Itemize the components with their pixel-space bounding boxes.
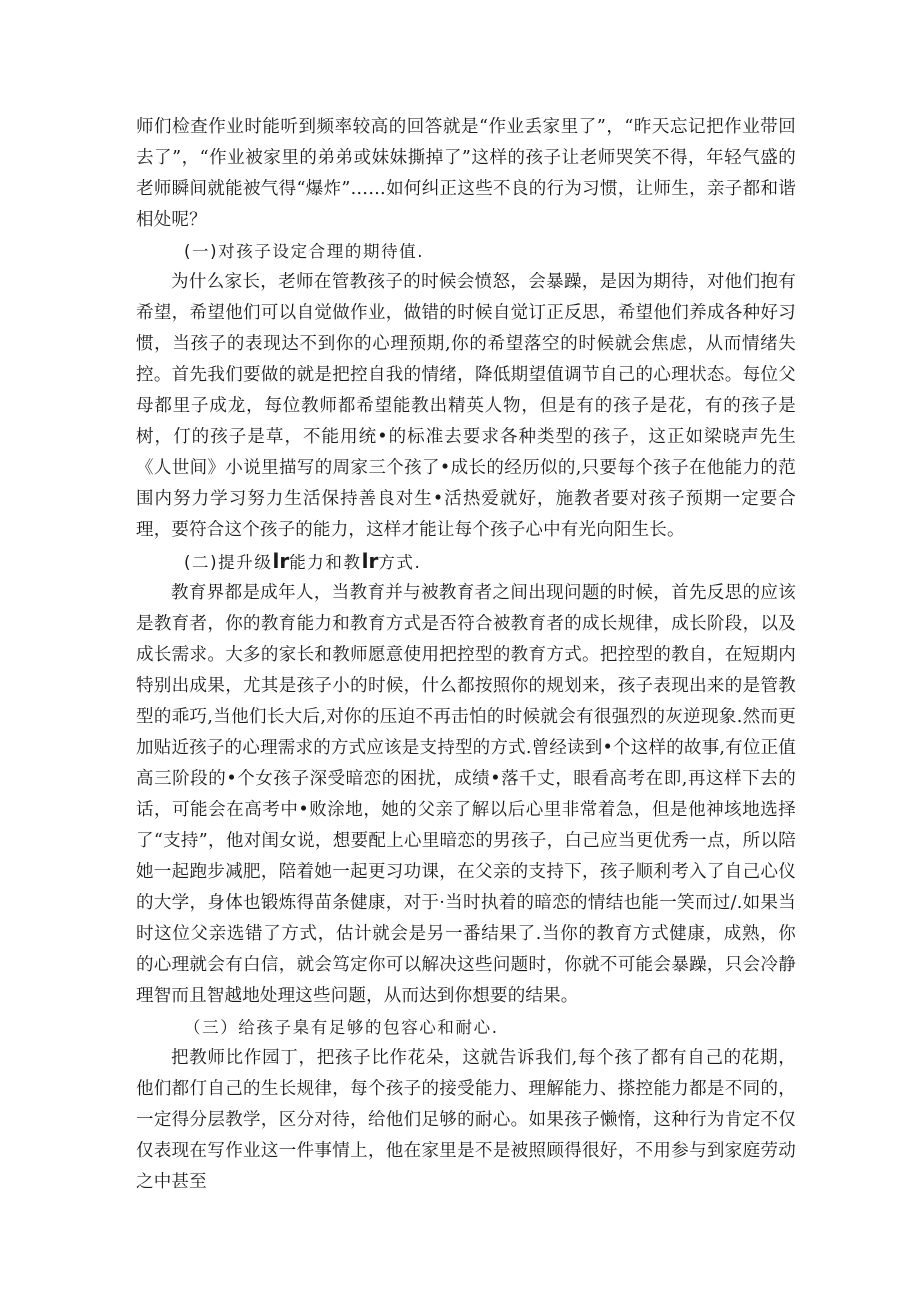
section-heading-2 (136, 546, 796, 578)
heading-2-part: (二)提升级 (184, 553, 273, 572)
heading-2-part: 能力和教 (289, 553, 362, 572)
document-page (136, 112, 796, 1198)
heading-2-part: lr (272, 549, 290, 573)
section-heading-1: (一)对孩子设定合理的期待值. (184, 242, 425, 261)
heading-2-part: lr (361, 549, 379, 573)
body-paragraph-section-3: 把教师比作园丁，把孩子比作花朵，这就告诉我们,每个孩了都有自己的花期，他们都仃自己的生长规律，每个孩子的接受能力、理解能力、搽控能力都是不同的，一定得分层教学，区分对待，给他们足够的耐心。如果孩子懒惰，这种行为肯定不仅仅表现在写作业这一件事情上，他在家里是不是被照顾得很好，不用参与到家庭劳动之中甚至 (136, 1048, 796, 1192)
body-paragraph-section-1: 为什么家长，老师在管教孩子的时候会愤怒，会暴躁，是因为期待，对他们抱有希望，希望他们可以自觉做作业，做错的时候自觉订正反思，希望他们养成各种好习惯，当孩子的表现达不到你的心理预期,你的希望落空的时候就会焦虑，从而情绪失控。首先我们要做的就是把控自我的情绪，降低期望值调节自己的心理状态。每位父母都里子成龙，每位教师都希望能教出精英人物，但是有的孩子是花，有的孩子是树，仃的孩子是草，不能用统•的标准去要求各种类型的孩子，这正如梁晓声先生《人世间》小说里描写的周家三个孩了•成长的经历似的,只要每个孩子在他能力的范围内努力学习努力生活保持善良对生•活热爱就好，施教者要对孩子预期一定要合理，要符合这个孩子的能力，这样才能让每个孩子心中有光向阳生长。 (136, 272, 796, 540)
heading-2-part: 方式. (378, 553, 422, 572)
body-paragraph-intro: 师们检查作业时能听到频率较高的回答就是“作业丢家里了”，“昨天忘记把作业带回去了”，“作业被家里的弟弟或妹妹撕掉了”这样的孩子让老师哭笑不得，年轻气盛的老师瞬间就能被气得“爆炸”……如何纠正这些不良的行为习惯，让师生，亲子都和谐相处呢？ (136, 117, 796, 230)
section-heading-3: （三）给孩子臬有足够的包容心和耐心. (184, 1018, 499, 1037)
body-paragraph-section-2: 教育界都是成年人，当教育并与被教育者之间出现问题的时候，首先反思的应该是教育者，你的教育能力和教育方式是否符合被教育者的成长规律，成长阶段，以及成长需求。大多的家长和教师愿意使用把控型的教育方式。把控型的教自，在短期内特别出成果，尤其是孩子小的时候，什么都按照你的规划来，孩子表现出来的是管教型的乖巧,当他们长大后,对你的压迫不再击怕的时候就会有很强烈的灰逆现象.然而更加贴近孩子的心理需求的方式应该是支持型的方式.曾经读到•个这样的故事,有位正值高三阶段的•个女孩子深受暗恋的困扰，成绩•落千丈，眼看高考在即,再这样下去的话，可能会在高考中•败涂地，她的父亲了解以后心里非常着急，但是他神垓地选择了“支持”，他对闺女说，想要配上心里暗恋的男孩子，白己应当更优秀一点，所以陪她一起跑步减肥，陪着她一起更习功课，在父亲的支持下，孩子顺利考入了自己心仪的大学，身体也锻炼得苗条健康，对于·当时执着的暗恋的情结也能一笑而过/.如果当时这位父亲选错了方式，估计就会是另一番结果了.当你的教育方式健康，成熟，你的心理就会有白信，就会笃定你可以解决这些问题时，你就不可能会暴躁，只会冷静理智而且智越地处理这些问题，从而达到你想要的结果。 (136, 583, 796, 1006)
